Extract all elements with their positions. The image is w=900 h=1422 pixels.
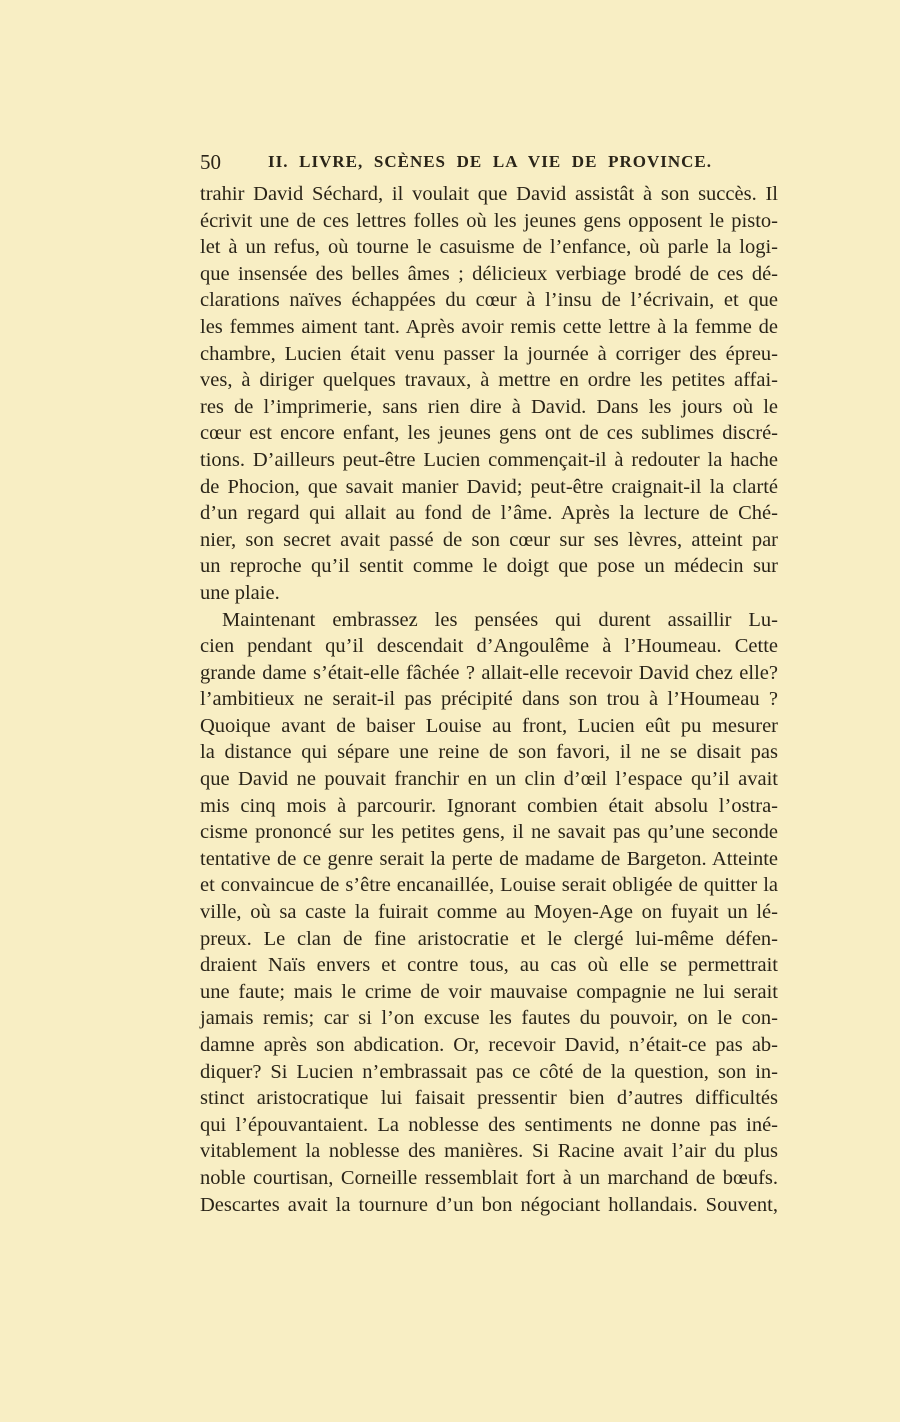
text-line: que insensée des belles âmes ; délicieux verbiage brodé de ces dé- (200, 262, 778, 285)
text-line: stinct aristocratique lui faisait pressentir bien d’autres difficultés (200, 1087, 778, 1110)
text-line: cien pendant qu’il descendait d’Angoulême à l’Houmeau. Cette (200, 635, 778, 658)
text-line: preux. Le clan de fine aristocratie et le clergé lui-même défen- (200, 927, 778, 950)
text-line: Descartes avait la tournure d’un bon négociant hollandais. Souvent, (200, 1193, 778, 1216)
text-line: ves, à diriger quelques travaux, à mettre en ordre les petites affai- (200, 369, 778, 392)
text-line: res de l’imprimerie, sans rien dire à David. Dans les jours où le (200, 395, 778, 418)
text-line: cœur est encore enfant, les jeunes gens ont de ces sublimes discré- (200, 422, 778, 445)
text-line: cisme prononcé sur les petites gens, il ne savait pas qu’une seconde (200, 821, 778, 844)
text-line: tions. D’ailleurs peut-être Lucien commençait-il à redouter la hache (200, 448, 778, 471)
text-line: l’ambitieux ne serait-il pas précipité dans son trou à l’Houmeau ? (200, 688, 778, 711)
text-line: vitablement la noblesse des manières. Si Racine avait l’air du plus (200, 1140, 778, 1163)
text-line: de Phocion, que savait manier David; peut-être craignait-il la clarté (200, 475, 778, 498)
text-line: écrivit une de ces lettres folles où les jeunes gens opposent le pisto- (200, 209, 778, 232)
text-line: ville, où sa caste la fuirait comme au Moyen-Age on fuyait un lé- (200, 901, 778, 924)
text-line: grande dame s’était-elle fâchée ? allait-elle recevoir David chez elle? (200, 661, 778, 684)
text-line: les femmes aiment tant. Après avoir remis cette lettre à la femme de (200, 315, 778, 338)
page-body-text (200, 181, 778, 1218)
text-line: diquer? Si Lucien n’embrassait pas ce côté de la question, son in- (200, 1060, 778, 1083)
text-line: d’un regard qui allait au fond de l’âme. Après la lecture de Ché- (200, 502, 778, 525)
text-line: et convaincue de s’être encanaillée, Louise serait obligée de quitter la (200, 874, 778, 897)
text-line: jamais remis; car si l’on excuse les fautes du pouvoir, on le con- (200, 1007, 778, 1030)
text-line: mis cinq mois à parcourir. Ignorant combien était absolu l’ostra- (200, 794, 778, 817)
text-line: nier, son secret avait passé de son cœur sur ses lèvres, atteint par (200, 528, 778, 551)
text-line: noble courtisan, Corneille ressemblait fort à un marchand de bœufs. (200, 1166, 778, 1189)
text-line: la distance qui sépare une reine de son favori, il ne se disait pas (200, 741, 778, 764)
page-number: 50 (200, 150, 221, 174)
text-line: tentative de ce genre serait la perte de madame de Bargeton. Atteinte (200, 847, 778, 870)
text-line: une faute; mais le crime de voir mauvaise compagnie ne lui serait (200, 980, 778, 1003)
text-line: draient Naïs envers et contre tous, au cas où elle se permettrait (200, 954, 778, 977)
text-line: damne après son abdication. Or, recevoir David, n’était-ce pas ab- (200, 1034, 778, 1056)
text-line: chambre, Lucien était venu passer la journée à corriger des épreu- (200, 342, 778, 365)
text-line: trahir David Séchard, il voulait que David assistât à son succès. Il (200, 183, 778, 205)
text-line: Maintenant embrassez les pensées qui durent assaillir Lu- (222, 608, 778, 631)
page-header (200, 150, 778, 178)
text-line: qui l’épouvantaient. La noblesse des sentiments ne donne pas iné- (200, 1113, 778, 1136)
text-line: un reproche qu’il sentit comme le doigt que pose un médecin sur (200, 555, 778, 578)
text-line: Quoique avant de baiser Louise au front, Lucien eût pu mesurer (200, 714, 778, 737)
text-line: let à un refus, où tourne le casuisme de l’enfance, où parle la logi- (200, 236, 778, 259)
running-title: II. LIVRE, SCÈNES DE LA VIE DE PROVINCE. (268, 152, 712, 171)
text-line: clarations naïves échappées du cœur à l’insu de l’écrivain, et que (200, 289, 778, 312)
text-line: que David ne pouvait franchir en un clin d’œil l’espace qu’il avait (200, 768, 778, 791)
text-line: une plaie. (200, 581, 280, 604)
